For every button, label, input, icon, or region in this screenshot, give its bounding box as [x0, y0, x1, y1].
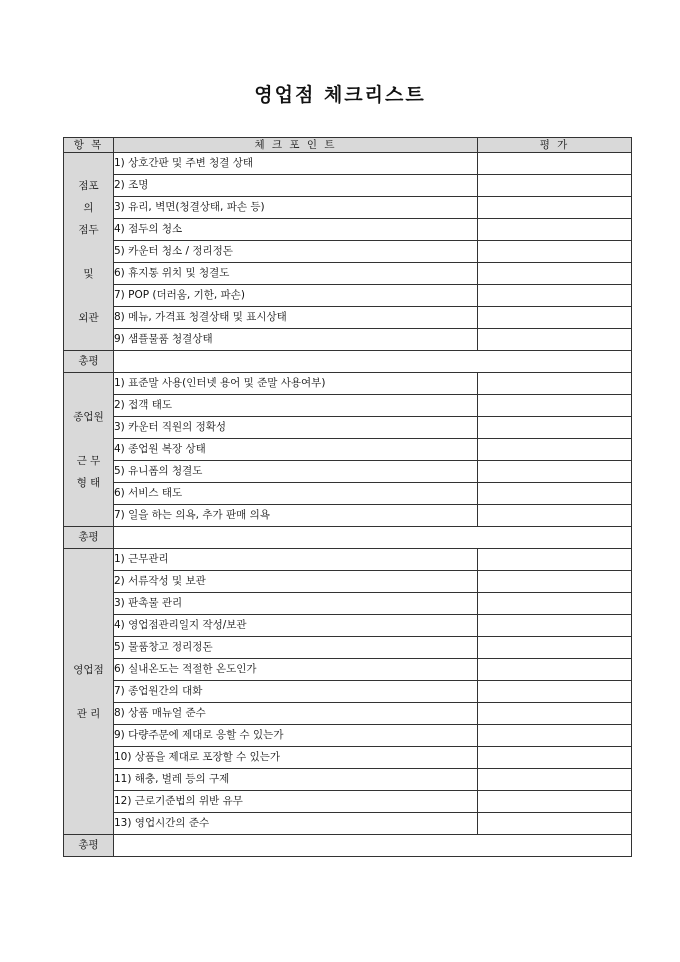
checkpoint-item: 8) 상품 매뉴얼 준수 [114, 703, 478, 725]
total-comment-cell[interactable] [114, 835, 632, 857]
checklist-row [64, 307, 632, 329]
checkpoint-item: 4) 점두의 청소 [114, 219, 478, 241]
category-label: 근 무 [76, 454, 101, 467]
evaluation-cell[interactable] [478, 725, 632, 747]
checkpoint-item: 13) 영업시간의 준수 [114, 813, 478, 835]
category-label: 종업원 [73, 410, 104, 423]
checklist-row [64, 483, 632, 505]
category-cell [64, 549, 114, 835]
checkpoint-item: 4) 종업원 복장 상태 [114, 439, 478, 461]
checklist-row [64, 791, 632, 813]
checklist-table [63, 137, 632, 857]
evaluation-cell[interactable] [478, 791, 632, 813]
checkpoint-item: 6) 서비스 태도 [114, 483, 478, 505]
checklist-row [64, 417, 632, 439]
total-row [64, 351, 632, 373]
category-label [64, 681, 113, 703]
evaluation-cell[interactable] [478, 747, 632, 769]
checklist-row [64, 769, 632, 791]
category-label: 점포 [78, 179, 99, 192]
checklist-row [64, 395, 632, 417]
checklist-row [64, 703, 632, 725]
checkpoint-item: 11) 해충, 벌레 등의 구제 [114, 769, 478, 791]
evaluation-cell[interactable] [478, 615, 632, 637]
evaluation-cell[interactable] [478, 307, 632, 329]
checklist-row [64, 197, 632, 219]
checkpoint-item: 7) 종업원간의 대화 [114, 681, 478, 703]
evaluation-cell[interactable] [478, 813, 632, 835]
evaluation-cell[interactable] [478, 549, 632, 571]
checklist-row [64, 549, 632, 571]
checklist-row [64, 285, 632, 307]
checklist-row [64, 659, 632, 681]
checkpoint-item: 3) 판촉물 관리 [114, 593, 478, 615]
total-label: 총평 [64, 527, 114, 549]
checklist-row [64, 813, 632, 835]
total-row [64, 835, 632, 857]
category-label [64, 428, 113, 450]
evaluation-cell[interactable] [478, 417, 632, 439]
total-row [64, 527, 632, 549]
checklist-row [64, 593, 632, 615]
category-label: 외관 [78, 311, 99, 324]
category-label: 관 리 [76, 707, 101, 720]
checklist-row [64, 329, 632, 351]
category-label: 점두 [78, 223, 99, 236]
category-label: 영업점 [73, 663, 104, 676]
checkpoint-item: 10) 상품을 제대로 포장할 수 있는가 [114, 747, 478, 769]
checklist-row [64, 241, 632, 263]
evaluation-cell[interactable] [478, 681, 632, 703]
checklist-row [64, 571, 632, 593]
total-label: 총평 [64, 835, 114, 857]
checklist-row [64, 747, 632, 769]
checkpoint-item: 6) 휴지통 위치 및 청결도 [114, 263, 478, 285]
checkpoint-item: 6) 실내온도는 적절한 온도인가 [114, 659, 478, 681]
checkpoint-item: 7) 일을 하는 의욕, 추가 판매 의욕 [114, 505, 478, 527]
category-label: 형 태 [76, 476, 101, 489]
header-category: 항 목 [64, 138, 114, 153]
checkpoint-item: 5) 카운터 청소 / 정리정돈 [114, 241, 478, 263]
evaluation-cell[interactable] [478, 461, 632, 483]
evaluation-cell[interactable] [478, 285, 632, 307]
category-cell [64, 373, 114, 527]
total-comment-cell[interactable] [114, 351, 632, 373]
checklist-row [64, 263, 632, 285]
checkpoint-item: 4) 영업점관리일지 작성/보관 [114, 615, 478, 637]
checklist-row [64, 615, 632, 637]
checkpoint-item: 12) 근로기준법의 위반 유무 [114, 791, 478, 813]
evaluation-cell[interactable] [478, 439, 632, 461]
checkpoint-item: 5) 유니폼의 청결도 [114, 461, 478, 483]
evaluation-cell[interactable] [478, 395, 632, 417]
checkpoint-item: 2) 서류작성 및 보관 [114, 571, 478, 593]
checklist-row [64, 725, 632, 747]
checklist-row [64, 373, 632, 395]
checkpoint-item: 1) 근무관리 [114, 549, 478, 571]
evaluation-cell[interactable] [478, 769, 632, 791]
checkpoint-item: 9) 샘플물품 청결상태 [114, 329, 478, 351]
header-row [64, 138, 632, 153]
checkpoint-item: 9) 다량주문에 제대로 응할 수 있는가 [114, 725, 478, 747]
evaluation-cell[interactable] [478, 659, 632, 681]
checkpoint-item: 5) 물품창고 정리정돈 [114, 637, 478, 659]
evaluation-cell[interactable] [478, 329, 632, 351]
checklist-row [64, 153, 632, 175]
checkpoint-item: 2) 접객 태도 [114, 395, 478, 417]
evaluation-cell[interactable] [478, 637, 632, 659]
checklist-row [64, 461, 632, 483]
category-label [64, 241, 113, 263]
evaluation-cell[interactable] [478, 241, 632, 263]
checklist-row [64, 175, 632, 197]
checkpoint-item: 1) 표준말 사용(인터넷 용어 및 준말 사용여부) [114, 373, 478, 395]
category-label: 의 [83, 201, 94, 214]
header-evaluation: 평 가 [478, 138, 632, 153]
evaluation-cell[interactable] [478, 263, 632, 285]
category-label: 및 [83, 267, 94, 280]
checkpoint-item: 3) 카운터 직원의 정확성 [114, 417, 478, 439]
total-comment-cell[interactable] [114, 527, 632, 549]
header-checkpoint: 체 크 포 인 트 [114, 138, 478, 153]
checklist-row [64, 637, 632, 659]
checklist-row [64, 439, 632, 461]
checklist-row [64, 219, 632, 241]
total-label: 총평 [64, 351, 114, 373]
checklist-row [64, 681, 632, 703]
evaluation-cell[interactable] [478, 219, 632, 241]
category-cell [64, 153, 114, 351]
category-label [64, 285, 113, 307]
evaluation-cell[interactable] [478, 153, 632, 175]
checkpoint-item: 7) POP (더러움, 기한, 파손) [114, 285, 478, 307]
checkpoint-item: 3) 유리, 벽면(청결상태, 파손 등) [114, 197, 478, 219]
checkpoint-item: 2) 조명 [114, 175, 478, 197]
evaluation-cell[interactable] [478, 703, 632, 725]
page-title: 영업점 체크리스트 [254, 84, 426, 106]
evaluation-cell[interactable] [478, 483, 632, 505]
evaluation-cell[interactable] [478, 571, 632, 593]
evaluation-cell[interactable] [478, 175, 632, 197]
evaluation-cell[interactable] [478, 505, 632, 527]
checkpoint-item: 1) 상호간판 및 주변 청결 상태 [114, 153, 478, 175]
evaluation-cell[interactable] [478, 593, 632, 615]
evaluation-cell[interactable] [478, 373, 632, 395]
checkpoint-item: 8) 메뉴, 가격표 청결상태 및 표시상태 [114, 307, 478, 329]
checklist-body [64, 153, 632, 857]
checklist-row [64, 505, 632, 527]
evaluation-cell[interactable] [478, 197, 632, 219]
